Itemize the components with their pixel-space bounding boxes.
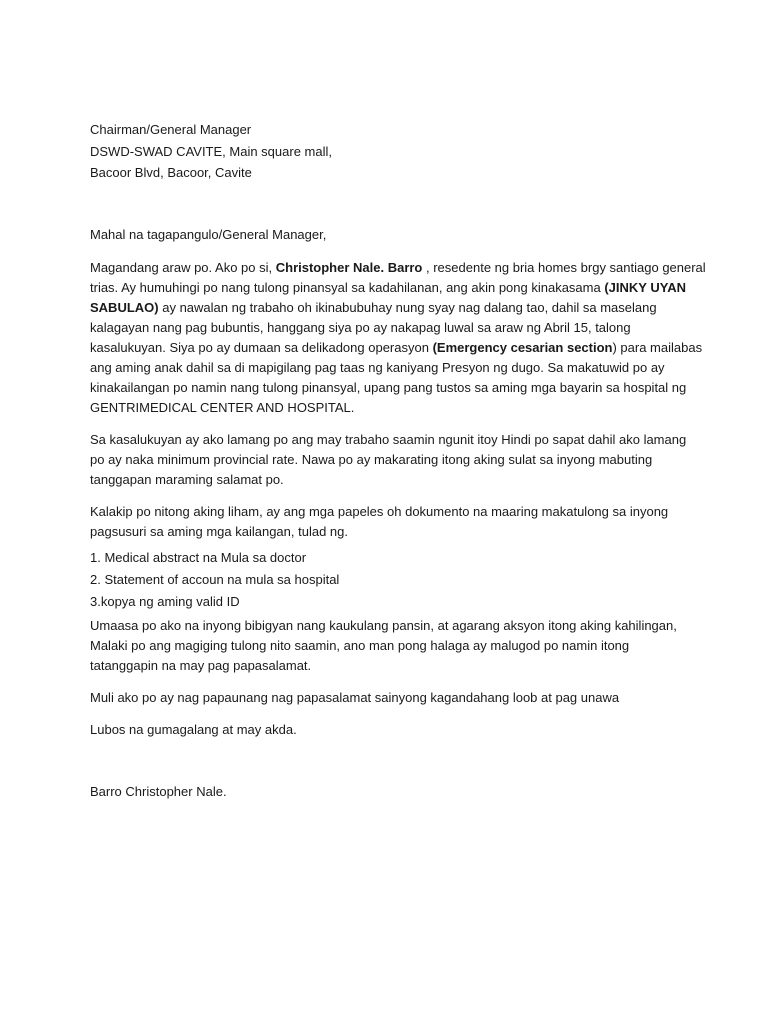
- list-item: 2. Statement of accoun na mula sa hospital: [90, 571, 340, 587]
- bold-name: SABULAO): [90, 299, 159, 315]
- address-line-3: Bacoor Blvd, Bacoor, Cavite: [90, 165, 252, 180]
- paragraph-1-line: kinakailangan po namin nang tulong pinansyal, upang pang tustos sa aming mga bayarin sa hospital ng: [90, 379, 687, 395]
- paragraph-1-line: [90, 278, 690, 298]
- salutation: [90, 225, 690, 245]
- text-run: Magandang araw po. Ako po si,: [90, 259, 276, 275]
- paragraph-1-line: [90, 258, 706, 278]
- attachments-list: [90, 547, 690, 613]
- paragraph-1-line: [90, 298, 690, 318]
- paragraph-1: [90, 258, 706, 418]
- recipient-address: [90, 119, 690, 184]
- paragraph-2-line: tanggapan maraming salamat po.: [90, 471, 284, 487]
- list-item: 1. Medical abstract na Mula sa doctor: [90, 549, 307, 565]
- closing-text: Lubos na gumagalang at may akda.: [90, 721, 297, 737]
- paragraph-3-line: pagsusuri sa aming mga kailangan, tulad ng.: [90, 523, 348, 539]
- paragraph-1-line: GENTRIMEDICAL CENTER AND HOSPITAL.: [90, 399, 355, 415]
- address-line-2: DSWD-SWAD CAVITE, Main square mall,: [90, 143, 332, 159]
- closing: [90, 720, 690, 740]
- text-run: trias. Ay humuhingi po nang tulong pinansyal sa kadahilanan, ang akin pong kinakasama: [90, 279, 605, 295]
- paragraph-3-line: Kalakip po nitong aking liham, ay ang mga papeles oh dokumento na maaring makatulong sa inyong: [90, 503, 669, 519]
- signature-name: Barro Christopher Nale.: [90, 783, 227, 799]
- text-run: ay nawalan ng trabaho oh ikinabubuhay nung syay nag dalang tao, dahil sa maselang: [158, 299, 657, 315]
- bold-name: (JINKY UYAN: [604, 279, 686, 295]
- paragraph-5-line: Muli ako po ay nag papaunang nag papasalamat sainyong kagandahang loob at pag unawa: [90, 689, 620, 705]
- paragraph-2: [90, 430, 690, 490]
- text-run: , resedente ng bria homes brgy santiago general: [422, 259, 706, 275]
- paragraph-3: [90, 502, 690, 542]
- paragraph-2-line: Sa kasalukuyan ay ako lamang po ang may trabaho saamin ngunit itoy Hindi po sapat dahil ako lamang: [90, 431, 687, 447]
- paragraph-4: [90, 616, 690, 676]
- paragraph-1-line: kalagayan nang pag bubuntis, hanggang siya po ay nakapag luwal sa araw ng Abril 15, talong: [90, 319, 631, 335]
- bold-name: Christopher Nale. Barro: [275, 259, 423, 275]
- paragraph-1-line: ang aming anak dahil sa di mapigilang pag taas ng kaniyang Presyon ng dugo. Sa makatuwid po ay: [90, 359, 665, 375]
- text-run: ) para mailabas: [612, 339, 703, 355]
- paragraph-5: [90, 688, 690, 708]
- bold-operation: (Emergency cesarian section: [432, 339, 613, 355]
- signature-block: [90, 782, 690, 802]
- text-run: kasalukuyan. Siya po ay dumaan sa delikadong operasyon: [90, 339, 433, 355]
- paragraph-4-line: Umaasa po ako na inyong bibigyan nang kaukulang pansin, at agarang aksyon itong aking kahilingan,: [90, 617, 677, 633]
- paragraph-4-line: Malaki po ang magiging tulong nito saamin, ano man pong halaga ay malugod po namin itong: [90, 637, 630, 653]
- paragraph-2-line: po ay naka minimum provincial rate. Nawa po ay makarating itong aking sulat sa inyong mabuting: [90, 451, 653, 467]
- letter-body: [90, 119, 706, 802]
- paragraph-4-line: tatanggapin na may pag papasalamat.: [90, 657, 312, 673]
- address-line-1: Chairman/General Manager: [90, 122, 252, 137]
- salutation-text: Mahal na tagapangulo/General Manager,: [90, 226, 327, 242]
- paragraph-1-line: [90, 338, 703, 358]
- list-item: 3.kopya ng aming valid ID: [90, 593, 240, 609]
